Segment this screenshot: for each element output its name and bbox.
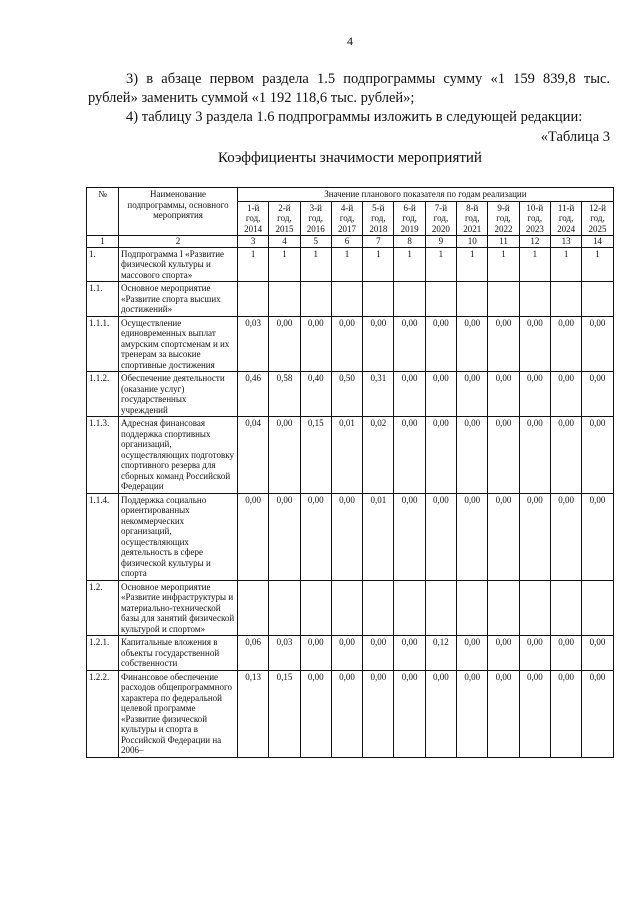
row-name: Подпрограмма I «Развитие физической культуры и массового спорта» — [119, 247, 238, 282]
column-index-cell: 4 — [269, 236, 300, 248]
column-index-cell: 3 — [238, 236, 269, 248]
value-cell: 0,00 — [269, 316, 300, 372]
year-header-cell — [331, 201, 362, 236]
row-name: Основное мероприятие «Развитие инфраструктуры и материально-технической базы для занятий физической культурой и спортом» — [119, 580, 238, 636]
value-cell: 0,00 — [550, 417, 581, 494]
year-header-cell — [300, 201, 331, 236]
value-cell: 0,00 — [394, 316, 425, 372]
column-index-cell: 13 — [550, 236, 581, 248]
value-cell: 0,00 — [425, 316, 456, 372]
value-cell: 0,00 — [519, 372, 550, 417]
year-label: 9-й год, — [496, 202, 511, 223]
value-cell: 0,46 — [238, 372, 269, 417]
value-cell: 0,00 — [363, 316, 394, 372]
value-cell: 1 — [425, 247, 456, 282]
value-cell: 0,00 — [582, 372, 613, 417]
value-cell — [300, 580, 331, 636]
year-header-cell — [238, 201, 269, 236]
year-value: 2025 — [588, 223, 607, 234]
paragraph-amendment-4: 4) таблицу 3 раздела 1.6 подпрограммы изложить в следующей редакции: — [126, 109, 583, 125]
value-cell: 0,40 — [300, 372, 331, 417]
value-cell: 0,00 — [519, 493, 550, 580]
value-cell: 1 — [394, 247, 425, 282]
row-number: 1.1. — [87, 282, 119, 317]
year-header-cell — [269, 201, 300, 236]
value-cell: 0,15 — [300, 417, 331, 494]
value-cell: 0,00 — [550, 316, 581, 372]
value-cell: 0,02 — [363, 417, 394, 494]
value-cell — [394, 282, 425, 317]
value-cell: 0,00 — [425, 493, 456, 580]
column-index-cell: 6 — [331, 236, 362, 248]
value-cell: 0,01 — [331, 417, 362, 494]
value-cell — [269, 282, 300, 317]
value-cell: 0,00 — [582, 316, 613, 372]
value-cell — [550, 282, 581, 317]
table-title: Коэффициенты значимости мероприятий — [218, 150, 482, 166]
table-row — [87, 417, 614, 494]
value-cell — [550, 580, 581, 636]
year-value: 2021 — [463, 223, 482, 234]
year-header-cell — [457, 201, 488, 236]
year-label: 4-й год, — [339, 202, 355, 223]
year-label: 12-й год, — [589, 202, 606, 223]
value-cell — [363, 580, 394, 636]
value-cell: 0,50 — [331, 372, 362, 417]
value-cell: 0,00 — [488, 372, 519, 417]
value-cell: 0,00 — [238, 493, 269, 580]
row-number: 1.1.1. — [87, 316, 119, 372]
table-row — [87, 636, 614, 671]
value-cell: 0,00 — [331, 670, 362, 757]
year-label: 2-й год, — [277, 202, 292, 223]
year-label: 11-й год, — [557, 202, 575, 223]
value-cell — [488, 580, 519, 636]
row-name: Осуществление единовременных выплат амурским спортсменам и их тренерам за высокие спортивные достижения — [119, 316, 238, 372]
value-cell — [582, 282, 613, 317]
year-header-cell — [394, 201, 425, 236]
table-row — [87, 282, 614, 317]
row-number: 1.1.2. — [87, 372, 119, 417]
year-value: 2018 — [369, 223, 388, 234]
value-cell: 0,04 — [238, 417, 269, 494]
table-row — [87, 316, 614, 372]
value-cell — [457, 282, 488, 317]
value-cell: 0,06 — [238, 636, 269, 671]
value-cell: 1 — [550, 247, 581, 282]
value-cell: 0,00 — [331, 316, 362, 372]
year-label: 6-й год, — [402, 202, 417, 223]
year-header-cell — [550, 201, 581, 236]
value-cell: 0,13 — [238, 670, 269, 757]
column-index-cell: 5 — [300, 236, 331, 248]
value-cell: 0,03 — [238, 316, 269, 372]
table-body — [87, 247, 614, 757]
value-cell — [238, 580, 269, 636]
column-index-row — [87, 236, 614, 248]
value-cell — [582, 580, 613, 636]
value-cell — [457, 580, 488, 636]
value-cell: 0,00 — [550, 372, 581, 417]
value-cell — [519, 282, 550, 317]
year-label: 3-й год, — [308, 202, 324, 223]
value-cell: 0,00 — [550, 636, 581, 671]
value-cell: 0,00 — [363, 670, 394, 757]
value-cell: 0,00 — [269, 493, 300, 580]
year-value: 2024 — [557, 223, 576, 234]
row-name: Капитальные вложения в объекты государственной собственности — [119, 636, 238, 671]
row-name: Финансовое обеспечение расходов общепрограммного характера по федеральной целевой программе «Развитие физической культуры и спорта в Российской Федерации на 2006– — [119, 670, 238, 757]
header-plan-values: Значение планового показателя по годам реализации — [238, 188, 614, 202]
year-header-cell — [363, 201, 394, 236]
value-cell — [425, 580, 456, 636]
value-cell: 0,00 — [300, 636, 331, 671]
value-cell: 0,00 — [457, 417, 488, 494]
year-header-cell — [425, 201, 456, 236]
value-cell: 0,00 — [457, 670, 488, 757]
value-cell: 0,00 — [331, 636, 362, 671]
year-value: 2020 — [431, 223, 450, 234]
header-name: Наименование подпрограммы, основного мероприятия — [119, 188, 238, 236]
value-cell — [394, 580, 425, 636]
value-cell: 0,00 — [488, 316, 519, 372]
value-cell: 0,00 — [269, 417, 300, 494]
table-row — [87, 493, 614, 580]
value-cell: 0,00 — [331, 493, 362, 580]
value-cell: 0,03 — [269, 636, 300, 671]
value-cell: 0,00 — [488, 493, 519, 580]
value-cell: 0,00 — [425, 670, 456, 757]
value-cell: 0,01 — [363, 493, 394, 580]
value-cell: 0,00 — [550, 670, 581, 757]
value-cell — [269, 580, 300, 636]
value-cell: 1 — [582, 247, 613, 282]
year-label: 7-й год, — [433, 202, 449, 223]
value-cell: 0,00 — [394, 493, 425, 580]
value-cell: 1 — [300, 247, 331, 282]
year-header-cell — [519, 201, 550, 236]
value-cell: 0,15 — [269, 670, 300, 757]
row-number: 1.2.2. — [87, 670, 119, 757]
value-cell: 0,00 — [582, 636, 613, 671]
column-index-cell: 1 — [87, 236, 119, 248]
value-cell: 0,00 — [425, 417, 456, 494]
table-row — [87, 372, 614, 417]
value-cell: 0,00 — [550, 493, 581, 580]
year-value: 2015 — [275, 223, 294, 234]
year-header-cell — [582, 201, 613, 236]
row-number: 1.1.4. — [87, 493, 119, 580]
value-cell: 0,00 — [457, 316, 488, 372]
value-cell: 0,00 — [582, 493, 613, 580]
value-cell: 0,00 — [363, 636, 394, 671]
year-label: 1-й год, — [245, 202, 261, 223]
column-index-cell: 14 — [582, 236, 613, 248]
column-index-cell: 8 — [394, 236, 425, 248]
table-caption-label: «Таблица 3 — [540, 129, 610, 145]
page-number: 4 — [347, 34, 353, 48]
value-cell — [363, 282, 394, 317]
value-cell — [425, 282, 456, 317]
value-cell: 0,00 — [425, 372, 456, 417]
value-cell: 0,00 — [457, 636, 488, 671]
value-cell: 0,00 — [519, 316, 550, 372]
column-index-cell: 9 — [425, 236, 456, 248]
value-cell: 0,00 — [394, 372, 425, 417]
year-label: 5-й год, — [371, 202, 386, 223]
value-cell: 0,00 — [488, 636, 519, 671]
value-cell: 1 — [238, 247, 269, 282]
year-value: 2016 — [306, 223, 325, 234]
value-cell — [331, 282, 362, 317]
column-index-cell: 11 — [488, 236, 519, 248]
coefficients-table — [86, 187, 614, 758]
column-index-cell: 12 — [519, 236, 550, 248]
row-number: 1.2.1. — [87, 636, 119, 671]
row-number: 1.1.3. — [87, 417, 119, 494]
value-cell — [238, 282, 269, 317]
value-cell: 0,00 — [457, 372, 488, 417]
row-number: 1.2. — [87, 580, 119, 636]
year-value: 2023 — [525, 223, 544, 234]
header-number: № — [87, 188, 119, 236]
table-row — [87, 580, 614, 636]
row-number: 1. — [87, 247, 119, 282]
value-cell: 0,00 — [457, 493, 488, 580]
value-cell: 0,31 — [363, 372, 394, 417]
value-cell: 1 — [488, 247, 519, 282]
value-cell: 1 — [331, 247, 362, 282]
year-value: 2017 — [338, 223, 357, 234]
value-cell — [300, 282, 331, 317]
value-cell: 1 — [269, 247, 300, 282]
column-index-cell: 7 — [363, 236, 394, 248]
value-cell: 0,00 — [394, 670, 425, 757]
year-value: 2022 — [494, 223, 513, 234]
row-name: Адресная финансовая поддержка спортивных организаций, осуществляющих подготовку спортивного резерва для сборных команд Российской Федерации — [119, 417, 238, 494]
year-header-cell — [488, 201, 519, 236]
row-name: Поддержка социально ориентированных некоммерческих организаций, осуществляющих деятельность в сфере физической культуры и спорта — [119, 493, 238, 580]
column-index-cell: 10 — [457, 236, 488, 248]
value-cell: 0,00 — [300, 493, 331, 580]
value-cell: 0,00 — [582, 670, 613, 757]
value-cell: 0,00 — [300, 316, 331, 372]
paragraph-amendment-3: 3) в абзаце первом раздела 1.5 подпрограммы сумму «1 159 839,8 тыс. рублей» заменить суммой «1 192 118,6 тыс. рублей»; — [88, 71, 610, 106]
value-cell: 1 — [519, 247, 550, 282]
value-cell — [488, 282, 519, 317]
year-label: 10-й год, — [526, 202, 544, 223]
value-cell — [519, 580, 550, 636]
row-name: Основное мероприятие «Развитие спорта высших достижений» — [119, 282, 238, 317]
value-cell: 0,00 — [519, 636, 550, 671]
value-cell: 0,12 — [425, 636, 456, 671]
value-cell — [331, 580, 362, 636]
value-cell: 1 — [363, 247, 394, 282]
value-cell: 0,00 — [582, 417, 613, 494]
year-label: 8-й год, — [464, 202, 480, 223]
value-cell: 0,00 — [519, 417, 550, 494]
value-cell: 0,00 — [300, 670, 331, 757]
row-name: Обеспечение деятельности (оказание услуг) государственных учреждений — [119, 372, 238, 417]
value-cell: 1 — [457, 247, 488, 282]
table-row — [87, 670, 614, 757]
value-cell: 0,00 — [519, 670, 550, 757]
year-value: 2014 — [244, 223, 263, 234]
value-cell: 0,00 — [488, 417, 519, 494]
value-cell: 0,00 — [394, 636, 425, 671]
value-cell: 0,58 — [269, 372, 300, 417]
year-value: 2019 — [400, 223, 419, 234]
value-cell: 0,00 — [488, 670, 519, 757]
value-cell: 0,00 — [394, 417, 425, 494]
table-row — [87, 247, 614, 282]
column-index-cell: 2 — [119, 236, 238, 248]
